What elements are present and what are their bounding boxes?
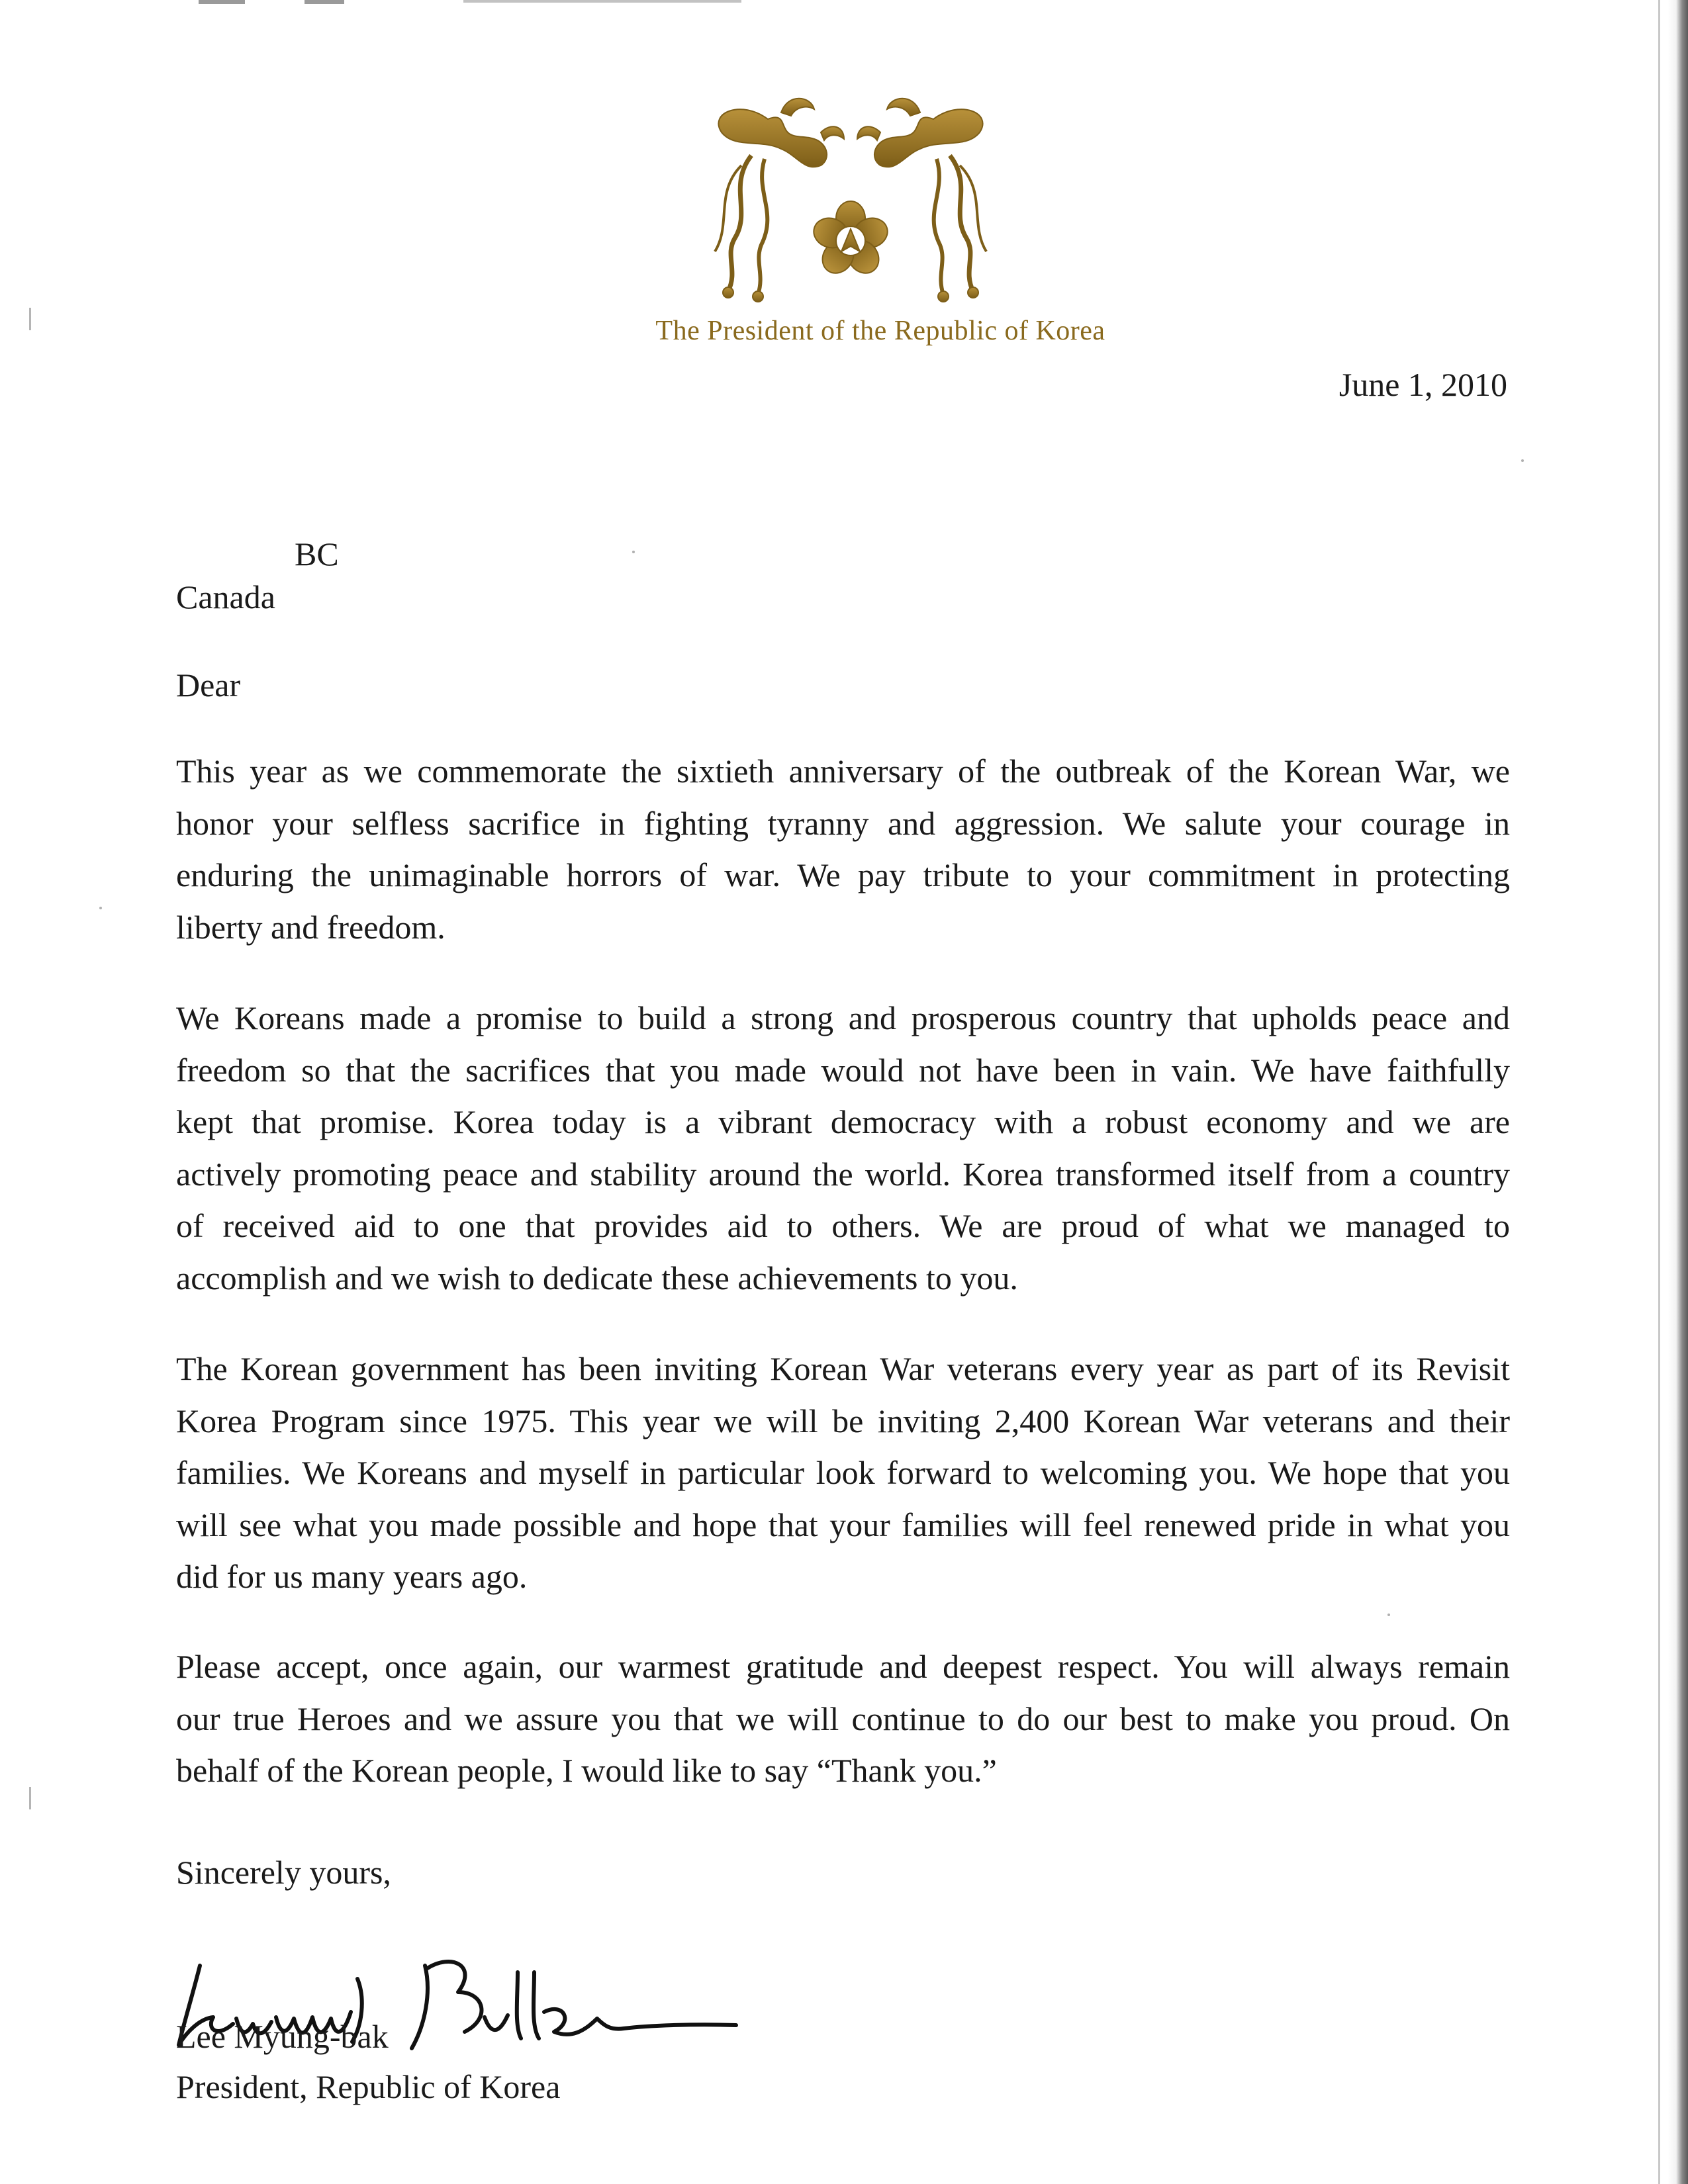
body-paragraph-3 xyxy=(176,1349,1510,1609)
scan-speck xyxy=(632,551,635,553)
scan-speck xyxy=(1521,459,1524,462)
phoenix-mugunghwa-emblem xyxy=(688,93,1013,311)
paragraph-line: kept that promise. Korea today is a vibrant democracy with a robust economy and we are xyxy=(176,1103,1510,1140)
body-paragraph-1 xyxy=(176,751,1510,959)
paragraph-line: enduring the unimaginable horrors of war. We pay tribute to your commitment in protecting xyxy=(176,856,1510,893)
signer-title: President, Republic of Korea xyxy=(176,2068,561,2105)
paragraph-line: liberty and freedom. xyxy=(176,908,445,946)
letter-date: June 1, 2010 xyxy=(1338,366,1507,403)
paragraph-line: freedom so that the sacrifices that you made would not have been in vain. We have faithfully xyxy=(176,1051,1510,1089)
signer-name: Lee Myung-bak xyxy=(176,2018,389,2055)
paragraph-line: our true Heroes and we assure you that we will continue to do our best to make you proud. On xyxy=(176,1700,1510,1737)
body-paragraph-4 xyxy=(176,1647,1510,1803)
body-paragraph-2 xyxy=(176,998,1510,1310)
scan-side-mark xyxy=(29,1787,31,1809)
address-country: Canada xyxy=(176,578,275,615)
closing: Sincerely yours, xyxy=(176,1854,391,1891)
paragraph-line: behalf of the Korean people, I would like to say “Thank you.” xyxy=(176,1752,997,1789)
paragraph-line: of received aid to one that provides aid to others. We are proud of what we managed to xyxy=(176,1207,1510,1244)
scan-top-mark xyxy=(463,0,741,3)
paragraph-line: This year as we commemorate the sixtieth anniversary of the outbreak of the Korean War, we xyxy=(176,752,1510,790)
paragraph-line: We Koreans made a promise to build a strong and prosperous country that upholds peace and xyxy=(176,999,1510,1036)
scan-speck xyxy=(1387,1614,1390,1616)
letterhead-title: The President of the Republic of Korea xyxy=(655,316,1105,346)
paragraph-line: Korea Program since 1975. This year we will be inviting 2,400 Korean War veterans and their xyxy=(176,1402,1510,1439)
paragraph-line: Please accept, once again, our warmest gratitude and deepest respect. You will always remain xyxy=(176,1648,1510,1685)
scan-top-mark xyxy=(305,0,344,4)
paragraph-line: will see what you made possible and hope that your families will feel renewed pride in what you xyxy=(176,1506,1510,1543)
paragraph-line: honor your selfless sacrifice in fighting tyranny and aggression. We salute your courage in xyxy=(176,804,1510,842)
address-province: BC xyxy=(295,535,339,572)
scan-top-mark xyxy=(199,0,245,4)
paragraph-line: actively promoting peace and stability around the world. Korea transformed itself from a country xyxy=(176,1155,1510,1193)
paragraph-line: The Korean government has been inviting Korean War veterans every year as part of its Revisit xyxy=(176,1350,1510,1387)
paragraph-line: families. We Koreans and myself in particular look forward to welcoming you. We hope that you xyxy=(176,1454,1510,1491)
paragraph-line: accomplish and we wish to dedicate these achievements to you. xyxy=(176,1259,1018,1297)
salutation: Dear xyxy=(176,666,241,704)
scan-speck xyxy=(99,907,102,909)
paragraph-line: did for us many years ago. xyxy=(176,1558,528,1595)
